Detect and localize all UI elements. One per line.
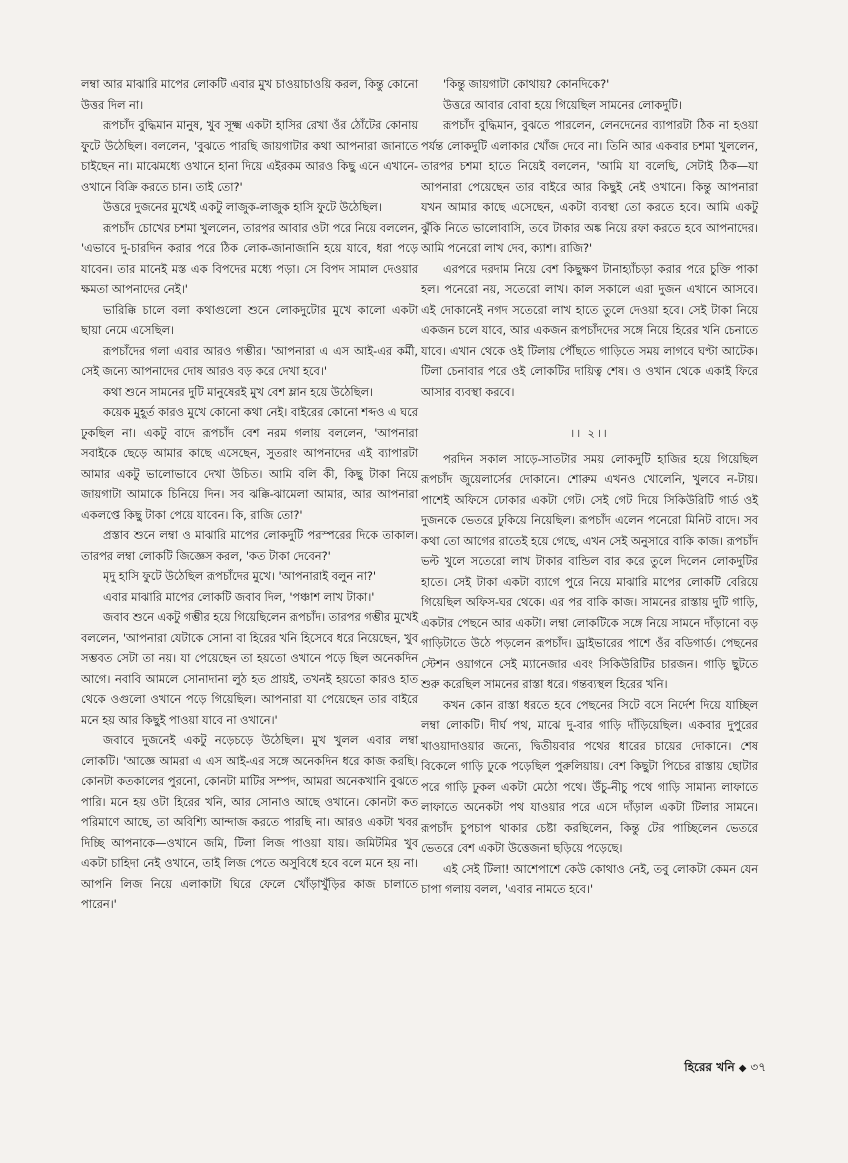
right-column [421,74,758,900]
paragraph: জবাবে দুজনেই একটু নড়েচড়ে উঠেছিল। মুখ খুলল এবার লম্বা লোকটি। 'আজ্ঞে আমরা এ এস আই-এর সঙ্গে অনেকদিন ধরে কাজ করছি। কোনটা কতকালের পুরনো, কোনটা মাটির সম্পদ, আমরা অনেকখানি বুঝতে পারি। মনে হয় ওটা হিরের খনি, আর সোনাও আছে ওখানে। কোনটা কত পরিমাণে আছে, তা অবিশ্যি আন্দাজ করতে পারছি না। আরও একটা খবর দিচ্ছি আপনাকে—ওখানে জমি, টিলা লিজ পাওয়া যায়। জমিটমির খুব একটা চাহিদা নেই ওখানে, তাই লিজ পেতে অসুবিধে হবে বলে মনে হয় না। আপনি লিজ নিয়ে এলাকাটা ঘিরে ফেলে খোঁড়াখুঁড়ির কাজ চালাতে পারেন।' [81,733,418,911]
paragraph: লম্বা আর মাঝারি মাপের লোকটি এবার মুখ চাওয়াচাওয়ি করল, কিন্তু কোনো উত্তর দিল না। [81,77,418,112]
left-column [81,74,418,915]
paragraph: 'কিন্তু জায়গাটা কোথায়? কোনদিকে?' [443,77,610,91]
paragraph: পরদিন সকাল সাড়ে-সাতটার সময় লোকদুটি হাজির হয়ে গিয়েছিল রূপচাঁদ জুয়েলার্সের দোকানে। শোরুম এখনও খোলেনি, খুলবে ন-টায়। পাশেই অফিসে ঢোকার একটা গেট। সেই গেট দিয়ে সিকিউরিটি গার্ড ওই দুজনকে ভেতরে ঢুকিয়ে নিয়েছিল। রূপচাঁদ এলেন পনেরো মিনিট বাদে। সব কথা তো আগের রাতেই হয়ে গেছে, এখন সেই অনুসারে বাকি কাজ। রূপচাঁদ ভল্ট খুলে সতেরো লাখ টাকার বান্ডিল বার করে তুলে দিলেন লোকদুটির হাতে। সেই টাকা একটা ব্যাগে পুরে নিয়ে মাঝারি মাপের লোকটি বেরিয়ে গিয়েছিল অফিস-ঘর থেকে। এর পর বাকি কাজ। সামনের রাস্তায় দুটি গাড়ি, একটার পেছনে আর একটা। লম্বা লোকটিকে সঙ্গে নিয়ে সামনে দাঁড়ানো বড় গাড়িটাতে উঠে পড়লেন রূপচাঁদ। ড্রাইভারের পাশে ওঁর বডিগার্ড। পেছনের স্টেশন ওয়াগনে সেই ম্যানেজার এবং সিকিউরিটির চারজন। গাড়ি ছুটতে শুরু করেছিল সামনের রাস্তা ধরে। গন্তব্যস্থল হিরের খনি। [421,451,758,691]
paragraph: রূপচাঁদ চোখের চশমা খুললেন, তারপর আবার ওটা পরে নিয়ে বললেন, 'এভাবে দু-চারদিন করার পরে ঠিক লোক-জানাজানি হয়ে যাবে, ধরা পড়ে যাবেন। তার মানেই মস্ত এক বিপদের মধ্যে পড়া। সে বিপদ সামাল দেওয়ার ক্ষমতা আপনাদের নেই।' [81,220,418,296]
paragraph: এরপরে দরদাম নিয়ে বেশ কিছুক্ষণ টানাহ্যাঁচড়া করার পরে চুক্তি পাকা হল। পনেরো নয়, সতেরো লাখ। কাল সকালে এরা দুজন এখানে আসবে। এই দোকানেই নগদ সতেরো লাখ হাতে তুলে দেওয়া হবে। সেই টাকা নিয়ে একজন চলে যাবে, আর একজন রূপচাঁদদের সঙ্গে নিয়ে হিরের খনি চেনাতে যাবে। এখান থেকে ওই টিলায় পৌঁছতে গাড়িতে সময় লাগবে ঘণ্টা আটেক। টিলা চেনাবার পরে ওই লোকটির দায়িত্ব শেষ। ও ওখান থেকে একাই ফিরে আসার ব্যবস্থা করবে। [421,261,758,399]
section-marker: ।। ২।। [570,427,609,440]
paragraph: ভারিক্কি চালে বলা কথাগুলো শুনে লোকদুটোর মুখে কালো একটা ছায়া নেমে এসেছিল। [81,302,418,337]
paragraph: এই সেই টিলা! আশেপাশে কেউ কোথাও নেই, তবু লোকটা কেমন যেন চাপা গলায় বলল, 'এবার নামতে হবে।' [421,861,758,896]
paragraph: রূপচাঁদের গলা এবার আরও গম্ভীর। 'আপনারা এ এস আই-এর কর্মী, সেই জন্যে আপনাদের দোষ আরও বড় করে দেখা হবে।' [81,343,418,378]
running-title: হিরের খনি [684,1060,735,1074]
paragraph: কখন কোন রাস্তা ধরতে হবে পেছনের সিটে বসে নির্দেশ দিয়ে যাচ্ছিল লম্বা লোকটি। দীর্ঘ পথ, মাঝে দু-বার গাড়ি দাঁড়িয়েছিল। একবার দুপুরের খাওয়াদাওয়ার জন্যে, দ্বিতীয়বার পথের ধারের চায়ের দোকানে। শেষ বিকেলে গাড়ি ঢুকে পড়েছিল পুরুলিয়ায়। বেশ কিছুটা পিচের রাস্তায় ছোটার পরে গাড়ি ঢুকল একটা মেঠো পথে। উঁচু-নীচু পথে গাড়ি সামান্য লাফাতে লাফাতে অনেকটা পথ যাওয়ার পরে এসে দাঁড়াল একটা টিলার সামনে। রূপচাঁদ চুপচাপ থাকার চেষ্টা করছিলেন, কিন্তু টের পাচ্ছিলেন ভেতরে ভেতরে বেশ একটা উত্তেজনা ছড়িয়ে পড়েছে। [421,697,758,855]
page-number: ৩৭ [750,1060,766,1074]
diamond-icon: ◆ [738,1063,747,1074]
paragraph: রূপচাঁদ বুদ্ধিমান মানুষ, খুব সূক্ষ্ম একটা হাসির রেখা ওঁর ঠোঁটের কোনায় ফুটে উঠেছিল। বললেন, 'বুঝতে পারছি জায়গাটার কথা আপনারা জানাতে চাইছেন না। মাঝেমধ্যে ওখানে হানা দিয়ে এইরকম আরও কিছু এনে এখানে-ওখানে বিক্রি করতে চান। তাই তো?' [81,118,418,194]
paragraph: কয়েক মুহূর্ত কারও মুখে কোনো কথা নেই। বাইরের কোনো শব্দও এ ঘরে ঢুকছিল না। একটু বাদে রূপচাঁদ বেশ নরম গলায় বললেন, 'আপনারা সবাইকে ছেড়ে আমার কাছে এসেছেন, সুতরাং আপনাদের এই ব্যাপারটা আমার একটু ভালোভাবে দেখা উচিত। আমি বলি কী, কিছু টাকা নিয়ে জায়গাটা আমাকে চিনিয়ে দিন। সব ঝক্কি-ঝামেলা আমার, আর আপনারা একলপ্তে কিছু টাকা পেয়ে যাবেন। কি, রাজি তো?' [81,405,418,522]
paragraph: উত্তরে দুজনের মুখেই একটু লাজুক-লাজুক হাসি ফুটে উঠেছিল। [103,200,382,214]
paragraph: রূপচাঁদ বুদ্ধিমান, বুঝতে পারলেন, লেনদেনের ব্যাপারটা ঠিক না হওয়া পর্যন্ত লোকদুটি এলাকার খোঁজ দেবে না। তিনি আর একবার চশমা খুললেন, তারপর চশমা হাতে নিয়েই বললেন, 'আমি যা বলেছি, সেটাই ঠিক—যা আপনারা পেয়েছেন তার বাইরে আর কিছুই নেই ওখানে। কিন্তু আপনারা যখন আমার কাছে এসেছেন, একটা ব্যবস্থা তো করতে হবে। আমি একটু ঝুঁকি নিতে ভালোবাসি, তবে টাকার অঙ্ক নিয়ে রফা করতে হবে আপনাদের। আমি পনেরো লাখ দেব, ক্যাশ। রাজি?' [421,118,758,255]
paragraph: উত্তরে আবার বোবা হয়ে গিয়েছিল সামনের লোকদুটি। [443,97,682,112]
paragraph: কথা শুনে সামনের দুটি মানুষেরই মুখ বেশ ম্লান হয়ে উঠেছিল। [103,384,374,399]
paragraph: প্রস্তাব শুনে লম্বা ও মাঝারি মাপের লোকদুটি পরস্পরের দিকে তাকাল। তারপর লম্বা লোকটি জিজ্ঞেস করল, 'কত টাকা দেবেন?' [81,528,418,563]
page-footer [684,1059,766,1079]
paragraph: মৃদু হাসি ফুটে উঠেছিল রূপচাঁদের মুখে। 'আপনারাই বলুন না?' [103,569,376,583]
paragraph: জবাব শুনে একটু গম্ভীর হয়ে গিয়েছিলেন রূপচাঁদ। তারপর গম্ভীর মুখেই বললেন, 'আপনারা যেটাকে সোনা বা হিরের খনি হিসেবে ধরে নিয়েছেন, খুব সম্ভবত সেটা তা নয়। যা পেয়েছেন তা হয়তো ওখানে পড়ে ছিল অনেকদিন আগে। নবাবি আমলে সোনাদানা লুঠ হত প্রায়ই, তখনই হয়তো কারও হাত থেকে ওগুলো ওখানে পড়ে গিয়েছিল। আপনারা যা পেয়েছেন তার বাইরে মনে হয় আর কিছুই পাওয়া যাবে না ওখানে।' [81,610,418,727]
paragraph: এবার মাঝারি মাপের লোকটি জবাব দিল, 'পঞ্চাশ লাখ টাকা।' [103,589,375,604]
